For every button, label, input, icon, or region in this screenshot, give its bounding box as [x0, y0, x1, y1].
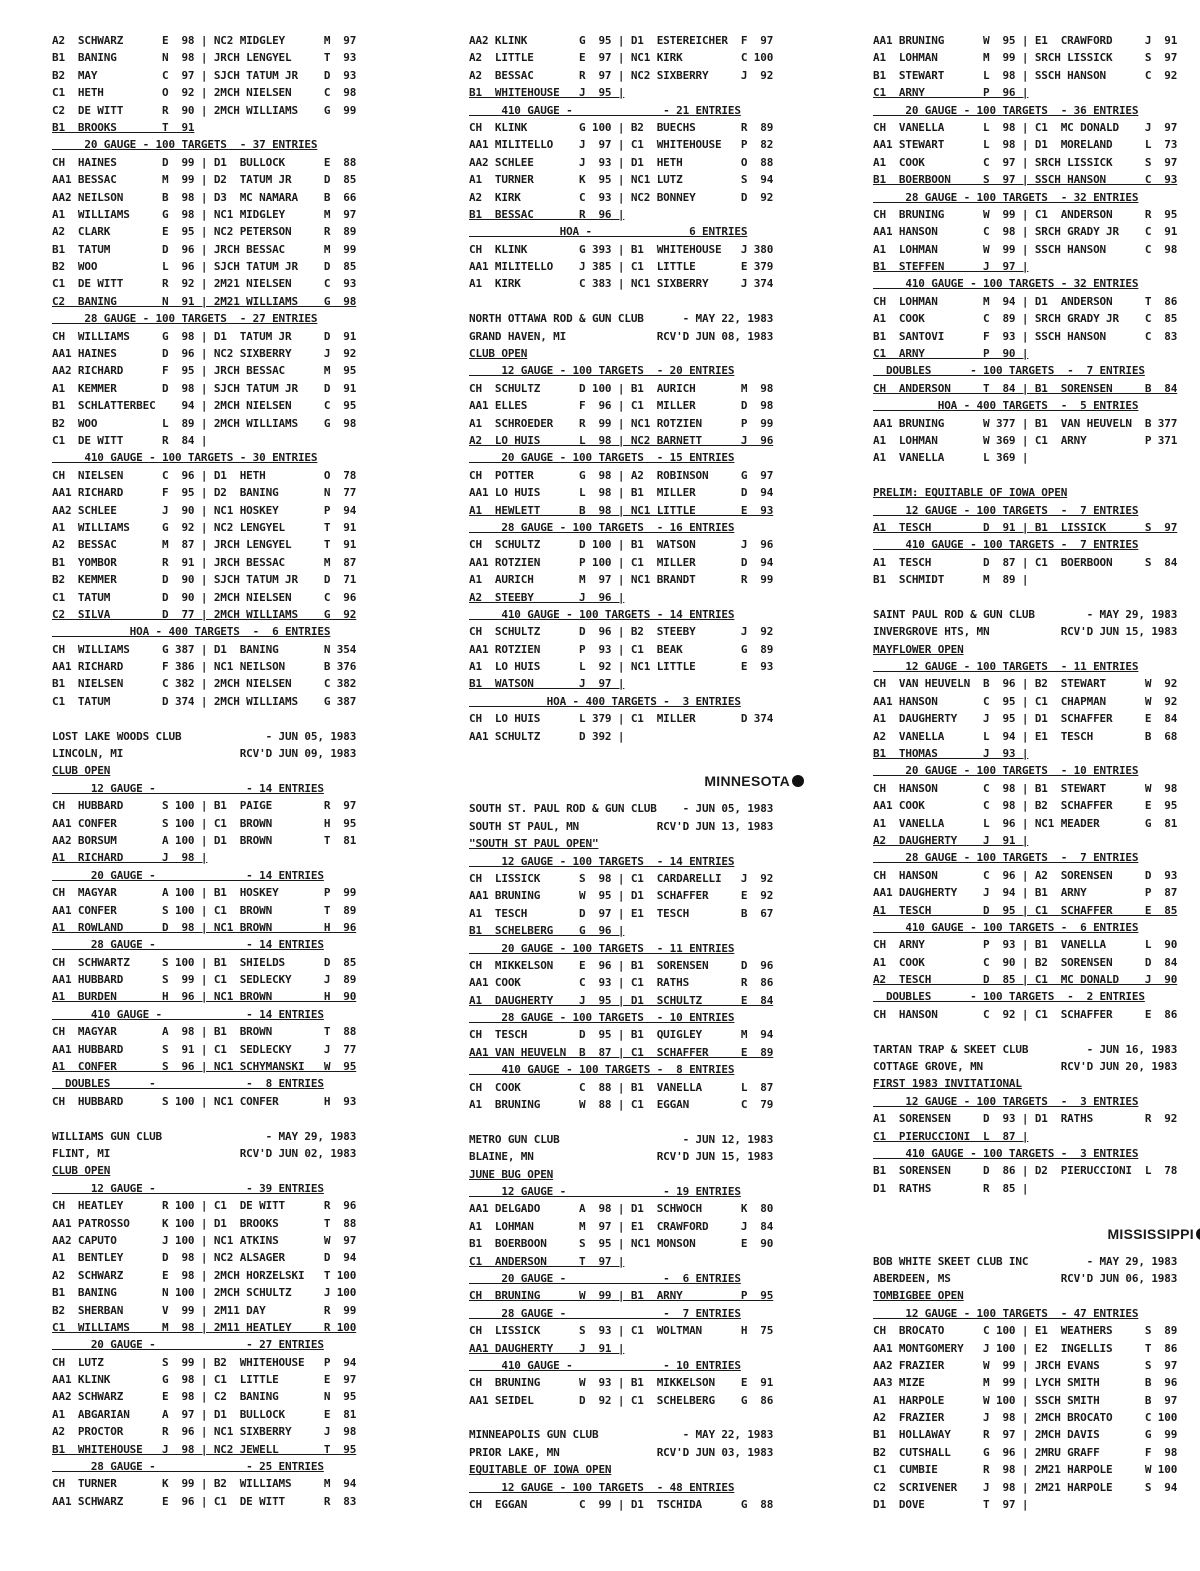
result-line: 12 GAUGE - 100 TARGETS - 48 ENTRIES: [469, 1480, 735, 1494]
result-line: 410 GAUGE - 100 TARGETS - 32 ENTRIES: [873, 277, 1139, 291]
result-line: AA1 COOK C 98 | B2 SCHAFFER E 95: [873, 799, 1178, 813]
result-line: B1 HOLLAWAY R 97 | 2MCH DAVIS G 99: [873, 1428, 1178, 1442]
result-line: MAYFLOWER OPEN: [873, 642, 964, 656]
result-line: B1 BROOKS T 91: [52, 120, 195, 134]
result-line: AA2 RICHARD F 95 | JRCH BESSAC M 95: [52, 364, 357, 378]
result-line: AA1 PATROSSO K 100 | D1 BROOKS T 88: [52, 1216, 357, 1230]
result-line: CH WILLIAMS G 387 | D1 BANING N 354: [52, 642, 357, 656]
result-line: C1 ARNY P 96 |: [873, 86, 1029, 100]
result-line: CH BRUNING W 99 | B1 ARNY P 95: [469, 1289, 774, 1303]
result-line: AA1 BRUNING W 377 | B1 VAN HEUVELN B 377: [873, 416, 1178, 430]
result-line: HOA - 400 TARGETS - 3 ENTRIES: [469, 694, 741, 708]
result-line: AA1 STEWART L 98 | D1 MORELAND L 73: [873, 138, 1178, 152]
result-line: CH BRUNING W 93 | B1 MIKKELSON E 91: [469, 1376, 774, 1390]
result-line: CH TURNER K 99 | B2 WILLIAMS M 94: [52, 1477, 357, 1491]
result-line: AA2 KLINK G 95 | D1 ESTEREICHER F 97: [469, 34, 774, 47]
result-line: 410 GAUGE - 100 TARGETS - 30 ENTRIES: [52, 451, 318, 465]
result-line: DOUBLES - 100 TARGETS - 7 ENTRIES: [873, 364, 1145, 378]
result-line: AA1 LO HUIS L 98 | B1 MILLER D 94: [469, 486, 774, 500]
result-line: 28 GAUGE - 100 TARGETS - 7 ENTRIES: [873, 851, 1139, 865]
result-line: CH LUTZ S 99 | B2 WHITEHOUSE P 94: [52, 1355, 357, 1369]
result-line: AA1 ROTZIEN P 100 | C1 MILLER D 94: [469, 555, 774, 569]
result-line: A2 STEEBY J 96 |: [469, 590, 625, 604]
result-line: A1 TESCH D 97 | E1 TESCH B 67: [469, 906, 774, 920]
result-line: AA2 CAPUTO J 100 | NC1 ATKINS W 97: [52, 1233, 357, 1247]
spacer: [469, 1113, 804, 1130]
result-line: C2 SILVA D 77 | 2MCH WILLIAMS G 92: [52, 607, 357, 621]
result-line: JUNE BUG OPEN: [469, 1167, 554, 1181]
result-line: AA1 MONTGOMERY J 100 | E2 INGELLIS T 86: [873, 1341, 1178, 1355]
result-line: CLUB OPEN: [469, 347, 528, 361]
result-line: AA1 KLINK G 98 | C1 LITTLE E 97: [52, 1373, 357, 1387]
result-line: MINNEAPOLIS GUN CLUB - MAY 22, 1983: [469, 1428, 774, 1442]
spacer: [52, 1110, 387, 1127]
result-line: A1 CONFER S 96 | NC1 SCHYMANSKI W 95: [52, 1060, 357, 1074]
result-line: C1 DE WITT R 84 |: [52, 433, 208, 447]
result-line: C1 TATUM D 90 | 2MCH NIELSEN C 96: [52, 590, 357, 604]
result-line: CH HUBBARD S 100 | NC1 CONFER H 93: [52, 1094, 357, 1108]
result-line: B1 THOMAS J 93 |: [873, 747, 1029, 761]
result-line: A1 TURNER K 95 | NC1 LUTZ S 94: [469, 173, 774, 187]
result-line: B1 SCHELBERG G 96 |: [469, 924, 625, 938]
result-line: CH SCHULTZ D 96 | B2 STEEBY J 92: [469, 625, 774, 639]
result-line: CH BRUNING W 99 | C1 ANDERSON R 95: [873, 207, 1178, 221]
result-line: C1 PIERUCCIONI L 87 |: [873, 1129, 1029, 1143]
result-line: CH KLINK G 393 | B1 WHITEHOUSE J 380: [469, 242, 774, 256]
result-line: 12 GAUGE - 100 TARGETS - 47 ENTRIES: [873, 1306, 1139, 1320]
result-line: AA1 CONFER S 100 | C1 BROWN T 89: [52, 903, 357, 917]
result-line: B1 NIELSEN C 382 | 2MCH NIELSEN C 382: [52, 677, 357, 691]
results-column-2: [469, 32, 804, 1513]
result-line: GRAND HAVEN, MI RCV'D JUN 08, 1983: [469, 329, 774, 343]
result-line: FIRST 1983 INVITATIONAL: [873, 1077, 1022, 1091]
result-line: C2 BANING N 91 | 2M21 WILLIAMS G 98: [52, 294, 357, 308]
result-line: B1 BOERBOON S 95 | NC1 MONSON E 90: [469, 1237, 774, 1251]
result-line: A2 LITTLE E 97 | NC1 KIRK C 100: [469, 51, 774, 65]
result-line: A2 LO HUIS L 98 | NC2 BARNETT J 96: [469, 433, 774, 447]
result-line: AA1 HANSON C 98 | SRCH GRADY JR C 91: [873, 225, 1178, 239]
result-line: AA1 SCHULTZ D 392 |: [469, 729, 625, 743]
result-line: 410 GAUGE - 100 TARGETS - 3 ENTRIES: [873, 1147, 1139, 1160]
result-line: SOUTH ST. PAUL ROD & GUN CLUB - JUN 05, 1983: [469, 802, 774, 816]
result-line: A1 AURICH M 97 | NC1 BRANDT R 99: [469, 573, 774, 587]
result-line: AA1 RICHARD F 95 | D2 BANING N 77: [52, 486, 357, 500]
result-line: AA2 NEILSON B 98 | D3 MC NAMARA B 66: [52, 190, 357, 204]
result-line: CH BROCATO C 100 | E1 WEATHERS S 89: [873, 1324, 1178, 1338]
result-line: B1 WATSON J 97 |: [469, 677, 625, 691]
result-line: CH WILLIAMS G 98 | D1 TATUM JR D 91: [52, 329, 357, 343]
result-line: A1 SORENSEN D 93 | D1 RATHS R 92: [873, 1112, 1178, 1126]
result-line: 410 GAUGE - - 10 ENTRIES: [469, 1358, 741, 1372]
result-line: HOA - 400 TARGETS - 6 ENTRIES: [52, 625, 331, 639]
result-line: 12 GAUGE - 100 TARGETS - 14 ENTRIES: [469, 854, 735, 868]
result-line: B1 TATUM D 96 | JRCH BESSAC M 99: [52, 242, 357, 256]
result-line: AA3 MIZE M 99 | LYCH SMITH B 96: [873, 1376, 1178, 1390]
result-line: C1 HETH O 92 | 2MCH NIELSEN C 98: [52, 86, 357, 100]
result-line: CH KLINK G 100 | B2 BUECHS R 89: [469, 120, 774, 134]
result-line: 12 GAUGE - - 14 ENTRIES: [52, 781, 324, 795]
result-line: 20 GAUGE - 100 TARGETS - 36 ENTRIES: [873, 103, 1139, 117]
result-line: CH SCHULTZ D 100 | B1 AURICH M 98: [469, 381, 774, 395]
result-line: CLUB OPEN: [52, 764, 111, 778]
result-line: 410 GAUGE - 100 TARGETS - 6 ENTRIES: [873, 920, 1139, 934]
result-line: A2 SCHWARZ E 98 | NC2 MIDGLEY M 97: [52, 34, 357, 47]
result-line: A1 COOK C 90 | B2 SORENSEN D 84: [873, 955, 1178, 969]
state-heading: [469, 762, 804, 800]
result-line: B1 BANING N 100 | 2MCH SCHULTZ J 100: [52, 1286, 357, 1300]
result-line: CH SCHWARTZ S 100 | B1 SHIELDS D 85: [52, 955, 357, 969]
result-line: 20 GAUGE - 100 TARGETS - 11 ENTRIES: [469, 941, 735, 955]
result-line: A1 SCHROEDER R 99 | NC1 ROTZIEN P 99: [469, 416, 774, 430]
result-line: CH HUBBARD S 100 | B1 PAIGE R 97: [52, 799, 357, 813]
result-line: B2 WOO L 96 | SJCH TATUM JR D 85: [52, 260, 357, 274]
result-line: 20 GAUGE - 100 TARGETS - 10 ENTRIES: [873, 764, 1139, 778]
result-line: 20 GAUGE - - 6 ENTRIES: [469, 1271, 741, 1285]
result-line: C1 TATUM D 374 | 2MCH WILLIAMS G 387: [52, 694, 357, 708]
result-line: AA2 BORSUM A 100 | D1 BROWN T 81: [52, 833, 357, 847]
result-line: 20 GAUGE - - 27 ENTRIES: [52, 1338, 324, 1352]
result-line: D1 DOVE T 97 |: [873, 1498, 1029, 1512]
result-line: B1 WHITEHOUSE J 95 |: [469, 86, 625, 100]
spacer: [469, 1409, 804, 1426]
result-line: HOA - 400 TARGETS - 5 ENTRIES: [873, 399, 1139, 413]
result-line: CH HANSON C 92 | C1 SCHAFFER E 86: [873, 1007, 1178, 1021]
result-line: "SOUTH ST PAUL OPEN": [469, 837, 599, 851]
result-line: CH ARNY P 93 | B1 VANELLA L 90: [873, 938, 1178, 952]
result-line: 12 GAUGE - 100 TARGETS - 3 ENTRIES: [873, 1094, 1139, 1108]
result-line: BOB WHITE SKEET CLUB INC - MAY 29, 1983: [873, 1254, 1178, 1268]
state-name: MINNESOTA: [704, 773, 790, 790]
result-line: AA1 DELGADO A 98 | D1 SCHWOCH K 80: [469, 1202, 774, 1216]
result-line: CH COOK C 88 | B1 VANELLA L 87: [469, 1080, 774, 1094]
result-line: A2 CLARK E 95 | NC2 PETERSON R 89: [52, 225, 357, 239]
result-line: ABERDEEN, MS RCV'D JUN 06, 1983: [873, 1271, 1178, 1285]
results-column-1: [52, 32, 387, 1510]
result-line: 12 GAUGE - 100 TARGETS - 20 ENTRIES: [469, 364, 735, 378]
result-line: CH LO HUIS L 379 | C1 MILLER D 374: [469, 712, 774, 726]
spacer: [469, 745, 804, 762]
result-line: C2 SCRIVENER J 98 | 2M21 HARPOLE S 94: [873, 1480, 1178, 1494]
result-line: AA1 VAN HEUVELN B 87 | C1 SCHAFFER E 89: [469, 1045, 774, 1059]
results-column-3: [873, 32, 1200, 1513]
result-line: AA1 BRUNING W 95 | E1 CRAWFORD J 91: [873, 34, 1178, 47]
result-line: A1 KIRK C 383 | NC1 SIXBERRY J 374: [469, 277, 774, 291]
result-line: AA1 HANSON C 95 | C1 CHAPMAN W 92: [873, 694, 1178, 708]
result-line: AA2 SCHLEE J 90 | NC1 HOSKEY P 94: [52, 503, 357, 517]
result-line: AA1 SCHWARZ E 96 | C1 DE WITT R 83: [52, 1494, 357, 1508]
result-line: B1 STEFFEN J 97 |: [873, 260, 1029, 274]
result-line: A1 RICHARD J 98 |: [52, 851, 208, 865]
result-line: B1 BOERBOON S 97 | SSCH HANSON C 93: [873, 173, 1178, 187]
result-line: AA2 FRAZIER W 99 | JRCH EVANS S 97: [873, 1358, 1178, 1372]
spacer: [52, 710, 387, 727]
result-line: 12 GAUGE - 100 TARGETS - 11 ENTRIES: [873, 660, 1139, 674]
result-line: AA1 COOK C 93 | C1 RATHS R 86: [469, 976, 774, 990]
result-line: 12 GAUGE - 100 TARGETS - 7 ENTRIES: [873, 503, 1139, 517]
result-line: CH LOHMAN M 94 | D1 ANDERSON T 86: [873, 294, 1178, 308]
result-line: CH HAINES D 99 | D1 BULLOCK E 88: [52, 155, 357, 169]
result-line: CLUB OPEN: [52, 1164, 111, 1178]
result-line: LOST LAKE WOODS CLUB - JUN 05, 1983: [52, 729, 357, 743]
result-line: A1 ROWLAND D 98 | NC1 BROWN H 96: [52, 920, 357, 934]
result-line: CH NIELSEN C 96 | D1 HETH O 78: [52, 468, 357, 482]
result-line: C1 DE WITT R 92 | 2M21 NIELSEN C 93: [52, 277, 357, 291]
result-line: A1 WILLIAMS G 92 | NC2 LENGYEL T 91: [52, 520, 357, 534]
result-line: A1 TESCH D 91 | B1 LISSICK S 97: [873, 520, 1178, 534]
result-line: 20 GAUGE - - 14 ENTRIES: [52, 868, 324, 882]
result-line: 20 GAUGE - 100 TARGETS - 15 ENTRIES: [469, 451, 735, 465]
result-line: 28 GAUGE - 100 TARGETS - 27 ENTRIES: [52, 312, 318, 326]
result-line: SAINT PAUL ROD & GUN CLUB - MAY 29, 1983: [873, 607, 1178, 621]
result-line: AA1 ELLES F 96 | C1 MILLER D 98: [469, 399, 774, 413]
result-line: SOUTH ST PAUL, MN RCV'D JUN 13, 1983: [469, 819, 774, 833]
result-line: 20 GAUGE - 100 TARGETS - 37 ENTRIES: [52, 138, 318, 152]
result-line: AA1 BESSAC M 99 | D2 TATUM JR D 85: [52, 173, 357, 187]
result-line: C1 CUMBIE R 98 | 2M21 HARPOLE W 100: [873, 1463, 1178, 1477]
result-line: 410 GAUGE - - 21 ENTRIES: [469, 103, 741, 117]
result-line: LINCOLN, MI RCV'D JUN 09, 1983: [52, 747, 357, 761]
result-line: CH LISSICK S 93 | C1 WOLTMAN H 75: [469, 1324, 774, 1338]
result-line: B1 STEWART L 98 | SSCH HANSON C 92: [873, 68, 1178, 82]
result-line: FLINT, MI RCV'D JUN 02, 1983: [52, 1147, 357, 1160]
result-line: AA1 MILITELLO J 97 | C1 WHITEHOUSE P 82: [469, 138, 774, 152]
result-line: AA1 HUBBARD S 91 | C1 SEDLECKY J 77: [52, 1042, 357, 1056]
result-line: B2 SHERBAN V 99 | 2M11 DAY R 99: [52, 1303, 357, 1317]
spacer: [873, 1023, 1200, 1040]
result-line: WILLIAMS GUN CLUB - MAY 29, 1983: [52, 1129, 357, 1143]
result-line: CH MIKKELSON E 96 | B1 SORENSEN D 96: [469, 958, 774, 972]
result-line: A2 FRAZIER J 98 | 2MCH BROCATO C 100: [873, 1411, 1178, 1425]
result-line: BLAINE, MN RCV'D JUN 15, 1983: [469, 1150, 774, 1164]
result-line: A1 KEMMER D 98 | SJCH TATUM JR D 91: [52, 381, 357, 395]
result-line: AA2 SCHWARZ E 98 | C2 BANING N 95: [52, 1390, 357, 1404]
result-line: 410 GAUGE - 100 TARGETS - 14 ENTRIES: [469, 607, 735, 621]
result-line: CH MAGYAR A 100 | B1 HOSKEY P 99: [52, 886, 357, 900]
result-line: CH SCHULTZ D 100 | B1 WATSON J 96: [469, 538, 774, 552]
result-line: NORTH OTTAWA ROD & GUN CLUB - MAY 22, 1983: [469, 312, 774, 326]
result-line: A2 BESSAC R 97 | NC2 SIXBERRY J 92: [469, 68, 774, 82]
result-line: C1 ANDERSON T 97 |: [469, 1254, 625, 1268]
state-name: MISSISSIPPI: [1107, 1225, 1194, 1242]
result-line: A2 TESCH D 85 | C1 MC DONALD J 90: [873, 973, 1178, 987]
result-line: TARTAN TRAP & SKEET CLUB - JUN 16, 1983: [873, 1042, 1178, 1056]
result-line: A2 VANELLA L 94 | E1 TESCH B 68: [873, 729, 1178, 743]
result-line: C2 DE WITT R 90 | 2MCH WILLIAMS G 99: [52, 103, 357, 117]
result-line: A1 LOHMAN W 99 | SSCH HANSON C 98: [873, 242, 1178, 256]
result-line: B2 KEMMER D 90 | SJCH TATUM JR D 71: [52, 573, 357, 587]
result-line: AA1 DAUGHERTY J 91 |: [469, 1341, 625, 1355]
result-line: A1 BRUNING W 88 | C1 EGGAN C 79: [469, 1098, 774, 1112]
result-line: CH LISSICK S 98 | C1 CARDARELLI J 92: [469, 871, 774, 885]
result-line: HOA - 6 ENTRIES: [469, 225, 748, 239]
state-heading: [873, 1215, 1200, 1253]
result-line: B1 SCHLATTERBEC 94 | 2MCH NIELSEN C 95: [52, 399, 357, 413]
result-line: AA1 SEIDEL D 92 | C1 SCHELBERG G 86: [469, 1393, 774, 1407]
result-line: TOMBIGBEE OPEN: [873, 1289, 964, 1303]
spacer: [873, 589, 1200, 606]
result-line: C1 ARNY P 90 |: [873, 347, 1029, 361]
result-line: D1 RATHS R 85 |: [873, 1181, 1029, 1195]
result-line: A1 LOHMAN M 99 | SRCH LISSICK S 97: [873, 51, 1178, 65]
result-line: C1 WILLIAMS M 98 | 2M11 HEATLEY R 100: [52, 1320, 357, 1334]
result-line: A1 HEWLETT B 98 | NC1 LITTLE E 93: [469, 503, 774, 517]
result-line: CH ANDERSON T 84 | B1 SORENSEN B 84: [873, 381, 1178, 395]
result-line: B1 SCHMIDT M 89 |: [873, 573, 1029, 587]
result-line: METRO GUN CLUB - JUN 12, 1983: [469, 1132, 774, 1146]
result-line: B2 CUTSHALL G 96 | 2MRU GRAFF F 98: [873, 1445, 1178, 1459]
result-line: 28 GAUGE - 100 TARGETS - 16 ENTRIES: [469, 520, 735, 534]
result-line: A1 LO HUIS L 92 | NC1 LITTLE E 93: [469, 660, 774, 674]
result-line: 28 GAUGE - 100 TARGETS - 10 ENTRIES: [469, 1011, 735, 1025]
bullet-icon: [1196, 1228, 1200, 1240]
result-line: 28 GAUGE - 100 TARGETS - 32 ENTRIES: [873, 190, 1139, 204]
result-line: A1 VANELLA L 369 |: [873, 451, 1029, 465]
result-line: CH VAN HEUVELN B 96 | B2 STEWART W 92: [873, 677, 1178, 691]
result-line: AA1 MILITELLO J 385 | C1 LITTLE E 379: [469, 260, 774, 274]
result-line: B1 SORENSEN D 86 | D2 PIERUCCIONI L 78: [873, 1164, 1178, 1178]
result-line: 410 GAUGE - 100 TARGETS - 7 ENTRIES: [873, 538, 1139, 552]
result-line: PRELIM: EQUITABLE OF IOWA OPEN: [873, 486, 1068, 500]
result-line: 28 GAUGE - - 7 ENTRIES: [469, 1306, 741, 1320]
result-line: A1 TESCH D 95 | C1 SCHAFFER E 85: [873, 903, 1178, 917]
result-line: A1 WILLIAMS G 98 | NC1 MIDGLEY M 97: [52, 207, 357, 221]
result-line: CH MAGYAR A 98 | B1 BROWN T 88: [52, 1025, 357, 1039]
result-line: A2 BESSAC M 87 | JRCH LENGYEL T 91: [52, 538, 357, 552]
result-line: A1 TESCH D 87 | C1 BOERBOON S 84: [873, 555, 1178, 569]
result-line: CH POTTER G 98 | A2 ROBINSON G 97: [469, 468, 774, 482]
spacer: [873, 1197, 1200, 1214]
result-line: A1 DAUGHERTY J 95 | D1 SCHAFFER E 84: [873, 712, 1178, 726]
result-line: A2 DAUGHERTY J 91 |: [873, 833, 1029, 847]
result-line: B2 MAY C 97 | SJCH TATUM JR D 93: [52, 68, 357, 82]
result-line: AA1 HUBBARD S 99 | C1 SEDLECKY J 89: [52, 973, 357, 987]
spacer: [873, 467, 1200, 484]
result-line: AA1 RICHARD F 386 | NC1 NEILSON B 376: [52, 660, 357, 674]
result-line: 12 GAUGE - - 39 ENTRIES: [52, 1181, 324, 1195]
result-line: INVERGROVE HTS, MN RCV'D JUN 15, 1983: [873, 625, 1178, 639]
result-line: B1 YOMBOR R 91 | JRCH BESSAC M 87: [52, 555, 357, 569]
result-line: 12 GAUGE - - 19 ENTRIES: [469, 1185, 741, 1198]
result-line: 410 GAUGE - - 14 ENTRIES: [52, 1007, 324, 1021]
result-line: A1 HARPOLE W 100 | SSCH SMITH B 97: [873, 1393, 1178, 1407]
result-line: DOUBLES - 100 TARGETS - 2 ENTRIES: [873, 990, 1145, 1004]
result-line: AA1 CONFER S 100 | C1 BROWN H 95: [52, 816, 357, 830]
result-line: A1 BENTLEY D 98 | NC2 ALSAGER D 94: [52, 1251, 357, 1265]
result-line: A1 COOK C 89 | SRCH GRADY JR C 85: [873, 312, 1178, 326]
result-line: AA1 DAUGHERTY J 94 | B1 ARNY P 87: [873, 886, 1178, 900]
result-line: A1 ABGARIAN A 97 | D1 BULLOCK E 81: [52, 1407, 357, 1421]
result-line: B1 BANING N 98 | JRCH LENGYEL T 93: [52, 51, 357, 65]
result-line: A1 VANELLA L 96 | NC1 MEADER G 81: [873, 816, 1178, 830]
result-line: A1 DAUGHERTY J 95 | D1 SCHULTZ E 84: [469, 993, 774, 1007]
result-line: B1 BESSAC R 96 |: [469, 207, 625, 221]
result-line: AA1 HAINES D 96 | NC2 SIXBERRY J 92: [52, 347, 357, 361]
result-line: CH VANELLA L 98 | C1 MC DONALD J 97: [873, 120, 1178, 134]
result-line: CH EGGAN C 99 | D1 TSCHIDA G 88: [469, 1498, 774, 1512]
result-line: A1 LOHMAN W 369 | C1 ARNY P 371: [873, 433, 1178, 447]
bullet-icon: [792, 775, 804, 787]
result-line: A1 BURDEN H 96 | NC1 BROWN H 90: [52, 990, 357, 1004]
result-line: B2 WOO L 89 | 2MCH WILLIAMS G 98: [52, 416, 357, 430]
result-line: A2 KIRK C 93 | NC2 BONNEY D 92: [469, 190, 774, 204]
result-line: 410 GAUGE - 100 TARGETS - 8 ENTRIES: [469, 1063, 735, 1077]
result-line: CH HANSON C 98 | B1 STEWART W 98: [873, 781, 1178, 795]
result-line: 28 GAUGE - - 14 ENTRIES: [52, 938, 324, 952]
result-line: CH TESCH D 95 | B1 QUIGLEY M 94: [469, 1028, 774, 1042]
result-line: EQUITABLE OF IOWA OPEN: [469, 1463, 612, 1477]
result-line: 28 GAUGE - - 25 ENTRIES: [52, 1460, 324, 1474]
result-line: AA1 BRUNING W 95 | D1 SCHAFFER E 92: [469, 889, 774, 903]
result-line: CH HEATLEY R 100 | C1 DE WITT R 96: [52, 1199, 357, 1213]
result-line: A2 PROCTOR R 96 | NC1 SIXBERRY J 98: [52, 1425, 357, 1439]
result-line: A2 SCHWARZ E 98 | 2MCH HORZELSKI T 100: [52, 1268, 357, 1282]
result-line: COTTAGE GROVE, MN RCV'D JUN 20, 1983: [873, 1060, 1178, 1074]
result-line: PRIOR LAKE, MN RCV'D JUN 03, 1983: [469, 1445, 774, 1459]
result-line: A1 LOHMAN M 97 | E1 CRAWFORD J 84: [469, 1219, 774, 1233]
result-line: CH HANSON C 96 | A2 SORENSEN D 93: [873, 868, 1178, 882]
result-line: A1 COOK C 97 | SRCH LISSICK S 97: [873, 155, 1178, 169]
result-line: DOUBLES - - 8 ENTRIES: [52, 1077, 324, 1091]
result-line: AA2 SCHLEE J 93 | D1 HETH O 88: [469, 155, 774, 169]
result-line: B1 WHITEHOUSE J 98 | NC2 JEWELL T 95: [52, 1442, 357, 1456]
spacer: [469, 293, 804, 310]
result-line: B1 SANTOVI F 93 | SSCH HANSON C 83: [873, 329, 1178, 343]
result-line: AA1 ROTZIEN P 93 | C1 BEAK G 89: [469, 642, 774, 656]
